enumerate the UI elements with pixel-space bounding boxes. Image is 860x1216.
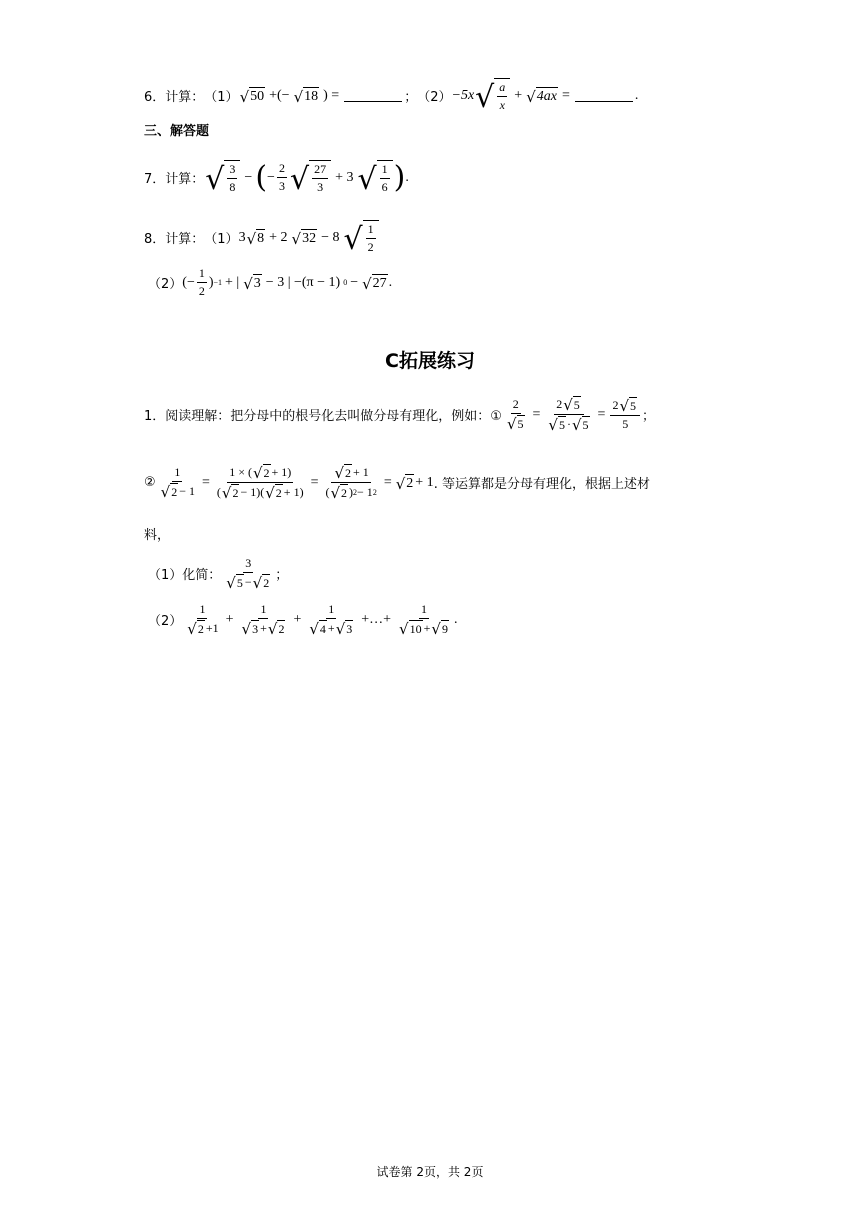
- section-title-extension: C拓展练习: [385, 350, 475, 372]
- q8-part2-expr: (− $\frac{1}{2}$ ) −1 + | √ 3 − 3 | −(π − 1) 0 − √ 27 .: [182, 266, 393, 298]
- sqrt-50: √ 50: [239, 87, 265, 106]
- sqrt-4ax: √ 4ax: [526, 87, 557, 106]
- question-7: [144, 160, 409, 195]
- sqrt-a-over-x: √ $\frac{a}{x}$: [475, 78, 510, 113]
- c1-part1-label: （1）化简：: [148, 568, 222, 583]
- c1-example-2: ② 1 √ 2 − 1 = 1 × ( √ 2 + 1) ( √ 2 − 1)( √ 2 + 1) = √ 2 + 1 ( √ 2 ) 2 − 1 2 = √ 2 + 1 . 等运算都是分母有理化，根据上述材: [144, 464, 650, 502]
- c1-part2-expr: 1 √ 2 +1 + 1 √ 3 + √ 2 + 1 √ 4 + √ 3 +…+ 1 √ 10 + √ 9 .: [187, 602, 458, 638]
- q7-expr: √ $\frac{3}{8}$ − ( − $\frac{2}{3}$ √ $\frac{27}{3}$ + 3 √ $\frac{1}{6}$ ) .: [205, 159, 409, 197]
- q8-part1-expr: 3 √ 8 + 2 √ 32 − 8 √ $\frac{1}{2}$: [239, 220, 380, 255]
- page-footer: 试卷第 2页，共 2页: [376, 1165, 484, 1179]
- c1-intro: [144, 396, 655, 433]
- question-8: [144, 220, 380, 255]
- c1-part-2: [148, 602, 457, 637]
- q8-part1-label: （1）: [204, 232, 239, 247]
- c1-part2-label: （2）: [148, 614, 183, 629]
- answer-blank-2[interactable]: [575, 90, 633, 102]
- answer-blank-1[interactable]: [344, 90, 402, 102]
- q8-number: 8．计算：: [144, 232, 205, 247]
- q8-part2-label: （2）: [148, 277, 183, 292]
- q6-part1-label: （1）: [204, 90, 239, 105]
- sqrt-18: √ 18: [293, 87, 319, 106]
- sqrt-3-over-8: √ $\frac{3}{8}$: [205, 160, 240, 195]
- q7-number: 7．计算：: [144, 172, 205, 187]
- c1-intro-text: 1．阅读理解：把分母中的根号化去叫做分母有理化，例如：①: [144, 409, 502, 424]
- sqrt-1-over-6: √ $\frac{1}{6}$: [357, 160, 392, 195]
- question-6: 6．计算： （1） √ 50 +(− √ 18 ) = ； （2） −5x √ $\frac{a}{x}$ + √ 4ax = .: [144, 80, 639, 115]
- c1-part1-expr: 3 √ 5 − √ 2 ；: [226, 556, 289, 592]
- q6-number: 6．计算：: [144, 90, 205, 105]
- question-8-part-2: [148, 266, 392, 299]
- q6-part2-label: （2）: [417, 90, 452, 105]
- section-heading-answers: 三、解答题: [144, 124, 210, 139]
- sqrt-27-over-3: √ $\frac{27}{3}$: [290, 160, 331, 195]
- q6-part1-expr: √ 50 +(− √ 18 ) =: [239, 87, 340, 106]
- c1-part-1: [148, 556, 288, 591]
- c1-example-1: 2 √ 5 = 2 √ 5 √ 5 · √ 5 = 2 √ 5 5 ；: [506, 396, 656, 434]
- c1-wrap: 料，: [144, 528, 171, 543]
- q6-separator: ；: [404, 90, 418, 105]
- c1-example-2-tail: . 等运算都是分母有理化，根据上述材: [433, 477, 650, 492]
- q6-part2-expr: −5x √ $\frac{a}{x}$ + √ 4ax =: [451, 80, 570, 115]
